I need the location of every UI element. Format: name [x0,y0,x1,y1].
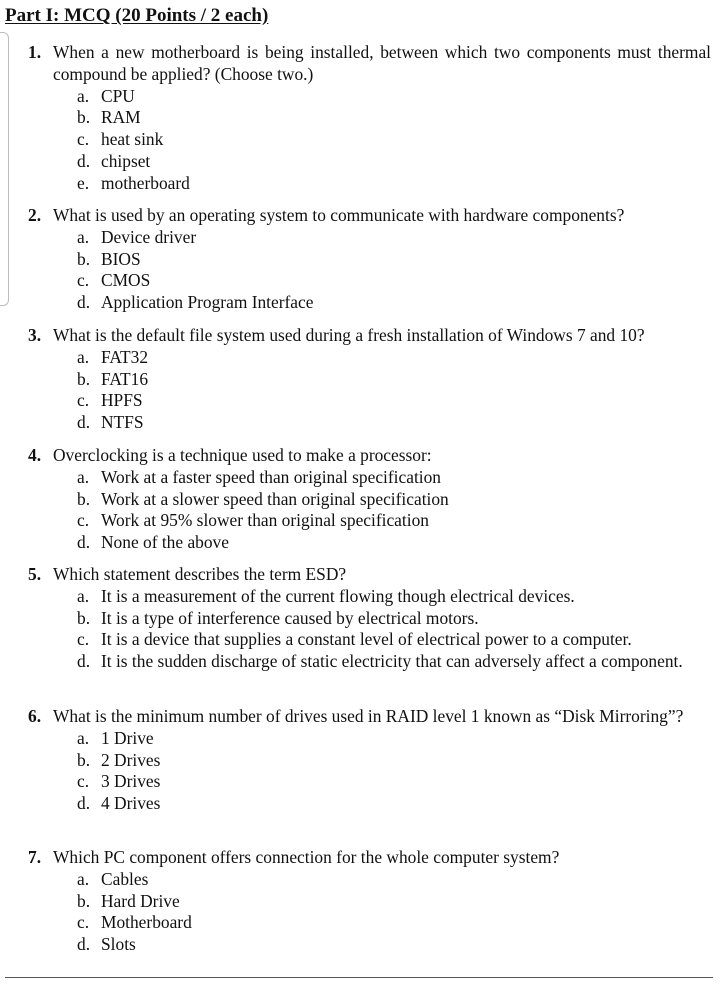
option-item[interactable] [0,771,712,793]
option-item[interactable] [0,249,712,271]
option-label: a. [77,868,90,889]
option-item[interactable] [0,728,712,750]
question-text: Which statement describes the term ESD? [53,564,347,584]
page-title: Part I: MCQ (20 Points / 2 each) [5,5,269,26]
option-item[interactable] [0,369,712,391]
option-label: d. [77,412,91,433]
option-label: b. [77,488,91,509]
option-item[interactable] [0,629,712,651]
option-item[interactable] [0,412,712,434]
question-number: 2. [28,205,42,225]
option-label: c. [77,912,90,933]
option-label: c. [77,390,90,411]
option-item[interactable] [0,793,712,815]
question-stem [0,706,711,728]
question-text: When a new motherboard is being installed, between which two components must thermal compound be applied? (Choose two.) [53,42,711,84]
option-text: chipset [101,150,151,171]
option-label: e. [77,172,90,193]
option-item[interactable] [0,891,712,913]
option-text: 1 Drive [101,727,154,748]
option-item[interactable] [0,651,712,673]
option-label: b. [77,107,91,128]
question-3 [0,325,720,434]
option-item[interactable] [0,912,712,934]
option-label: b. [77,890,91,911]
question-stem [0,564,711,586]
option-label: b. [77,749,91,770]
option-text: RAM [101,107,141,128]
option-label: d. [77,532,91,553]
option-text: It is a type of interference caused by electrical motors. [101,607,479,628]
option-item[interactable] [0,173,712,195]
option-text: motherboard [101,172,190,193]
option-text: Work at a slower speed than original specification [101,488,449,509]
question-text: Which PC component offers connection for the whole computer system? [53,847,560,867]
option-label: a. [77,585,90,606]
question-5 [0,564,720,673]
question-stem [0,205,711,227]
option-label: c. [77,510,90,531]
option-label: c. [77,629,90,650]
question-number: 6. [28,706,42,726]
option-text: heat sink [101,129,164,150]
option-label: c. [77,270,90,291]
option-text: 2 Drives [101,749,161,770]
option-item[interactable] [0,489,712,511]
option-text: Hard Drive [101,890,180,911]
option-text: Motherboard [101,912,192,933]
option-item[interactable] [0,151,712,173]
option-label: a. [77,727,90,748]
option-item[interactable] [0,270,712,292]
option-label: a. [77,346,90,367]
option-text: Work at 95% slower than original specification [101,510,429,531]
option-item[interactable] [0,934,712,956]
option-text: NTFS [101,412,144,433]
option-text: FAT32 [101,346,149,367]
option-text: 4 Drives [101,793,161,814]
question-text: What is used by an operating system to communicate with hardware components? [53,205,625,225]
question-text: What is the default file system used during a fresh installation of Windows 7 and 10? [53,325,645,345]
option-text: BIOS [101,248,141,269]
option-item[interactable] [0,107,712,129]
option-text: It is a measurement of the current flowing though electrical devices. [101,585,575,606]
option-label: d. [77,793,91,814]
option-label: c. [77,129,90,150]
option-text: Device driver [101,226,197,247]
option-label: a. [77,85,90,106]
option-item[interactable] [0,347,712,369]
question-7 [0,847,720,956]
option-label: b. [77,607,91,628]
option-text: CMOS [101,270,151,291]
question-stem [0,445,711,467]
option-label: d. [77,292,91,313]
option-item[interactable] [0,292,712,314]
option-item[interactable] [0,390,712,412]
option-label: d. [77,651,91,672]
option-item[interactable] [0,869,712,891]
question-text: Overclocking is a technique used to make a processor: [53,445,432,465]
question-number: 7. [28,847,42,867]
question-stem [0,325,711,347]
option-label: a. [77,226,90,247]
option-text: Application Program Interface [101,292,314,313]
footer-divider [5,977,713,978]
question-6 [0,706,720,815]
option-item[interactable] [0,510,712,532]
option-text: Cables [101,868,149,889]
question-4 [0,445,720,554]
question-number: 3. [28,325,42,345]
option-text: Work at a faster speed than original specification [101,466,441,487]
option-label: a. [77,466,90,487]
option-label: b. [77,248,91,269]
option-item[interactable] [0,467,712,489]
option-text: FAT16 [101,368,149,389]
option-label: c. [77,771,90,792]
question-number: 5. [28,564,42,584]
option-text: 3 Drives [101,771,161,792]
option-item[interactable] [0,86,712,108]
option-text: It is the sudden discharge of static electricity that can adversely affect a component. [101,651,683,672]
question-text: What is the minimum number of drives used in RAID level 1 known as “Disk Mirroring”? [53,706,684,726]
option-item[interactable] [0,532,712,554]
question-number: 1. [28,42,42,62]
option-label: d. [77,150,91,171]
question-2 [0,205,720,314]
option-item[interactable] [0,227,712,249]
question-stem [0,847,711,869]
option-text: None of the above [101,532,229,553]
option-label: b. [77,368,91,389]
option-item[interactable] [0,129,712,151]
option-item[interactable] [0,608,712,630]
option-label: d. [77,934,91,955]
option-text: Slots [101,934,136,955]
option-text: CPU [101,85,135,106]
option-item[interactable] [0,750,712,772]
option-item[interactable] [0,586,712,608]
option-text: It is a device that supplies a constant level of electrical power to a computer. [101,629,632,650]
option-text: HPFS [101,390,143,411]
question-1 [0,42,720,195]
question-number: 4. [28,445,42,465]
question-stem [0,42,711,86]
